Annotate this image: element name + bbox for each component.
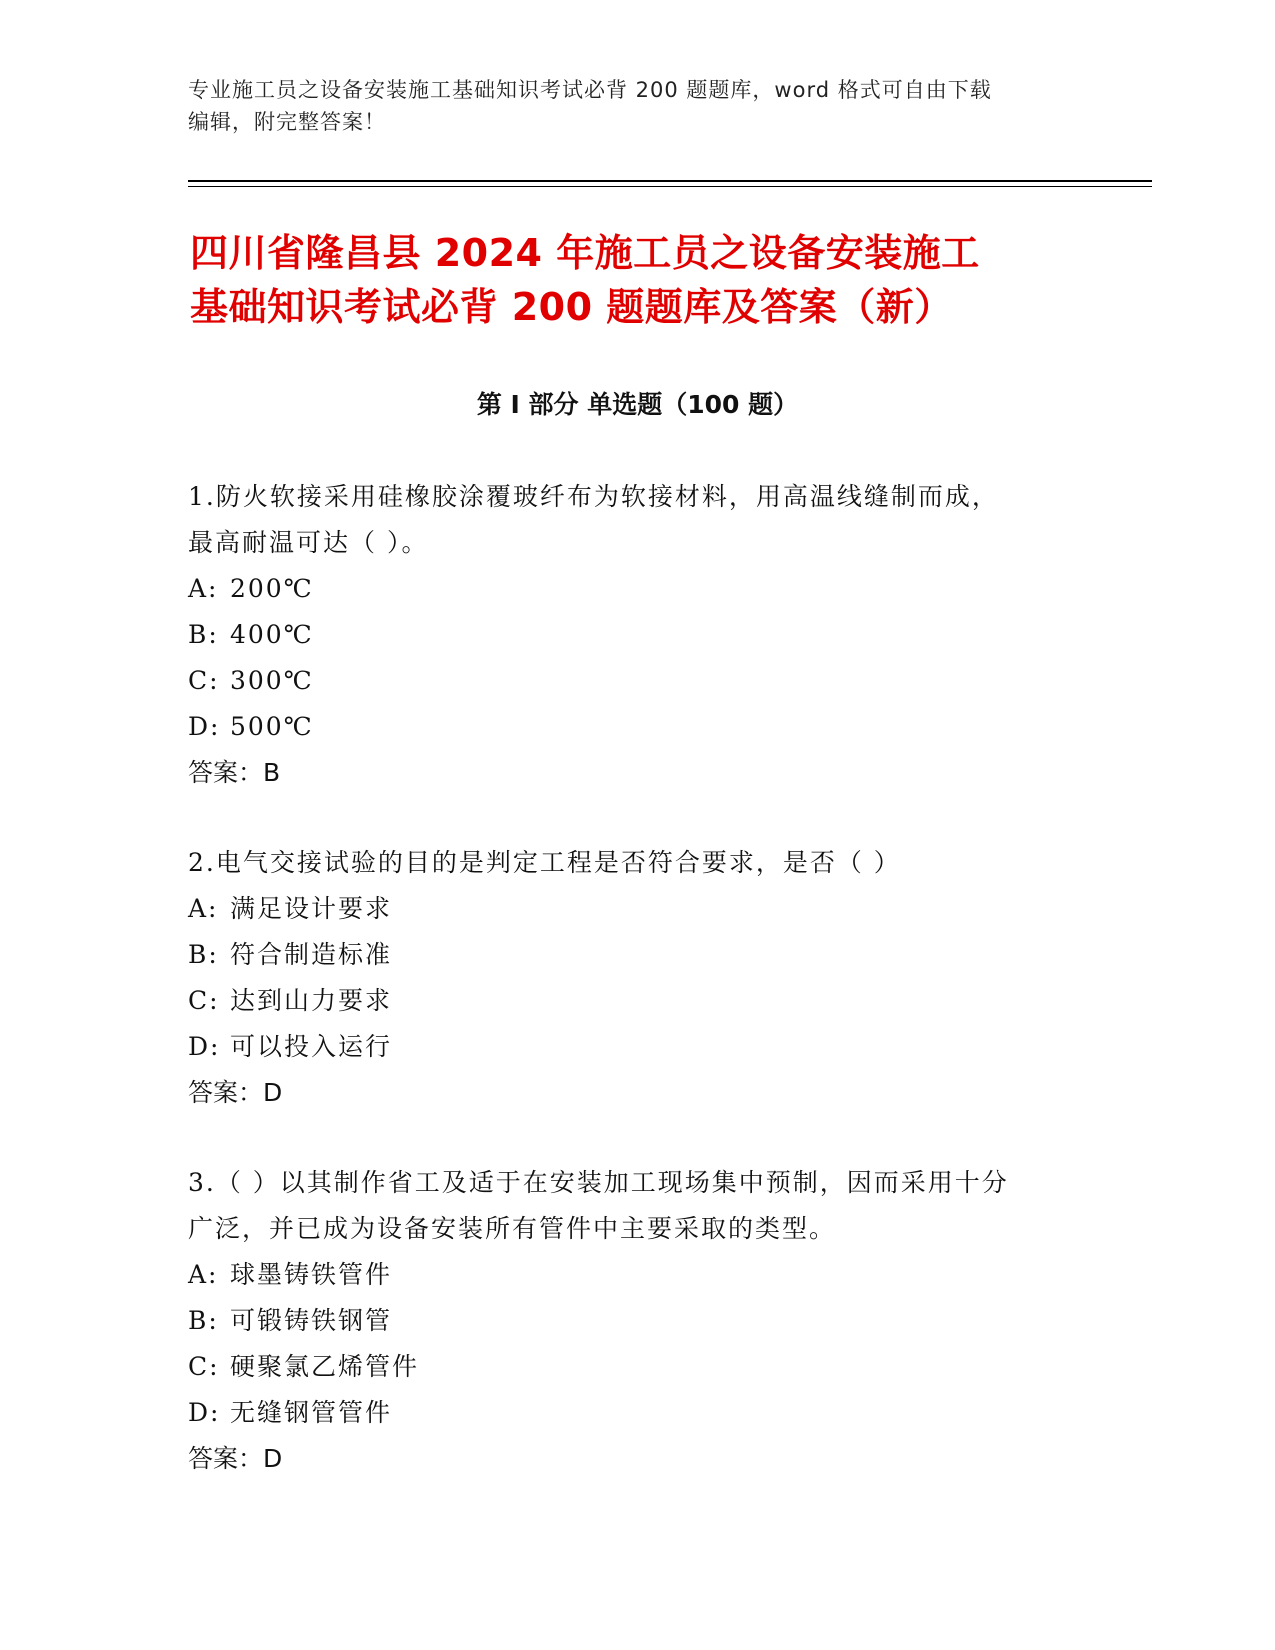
header-divider-thin [188, 186, 1152, 187]
question-answer: 答案：D [188, 1078, 283, 1107]
question-option-d [188, 1024, 1088, 1070]
question-answer: 答案：D [188, 1444, 283, 1473]
option-letter: D: [188, 1032, 221, 1061]
option-letter: D: [188, 1398, 221, 1427]
question-option-b [188, 612, 1088, 658]
option-letter: B: [188, 620, 219, 649]
document-title [190, 226, 1150, 334]
option-letter: A: [188, 574, 219, 603]
option-text: 500℃ [230, 712, 314, 741]
option-text: 达到山力要求 [230, 986, 393, 1015]
section-heading: 第 I 部分 单选题（100 题） [476, 390, 799, 419]
question-option-c [188, 978, 1088, 1024]
question-option-b [188, 1298, 1088, 1344]
question-spacer [188, 1116, 1088, 1160]
header-note-line-1: 专业施工员之设备安装施工基础知识考试必背 200 题题库，word 格式可自由下载 [188, 78, 992, 102]
question-option-a [188, 566, 1088, 612]
question-spacer [188, 796, 1088, 840]
option-text: 300℃ [230, 666, 314, 695]
question-option-a [188, 886, 1088, 932]
option-text: 满足设计要求 [230, 894, 393, 923]
option-letter: C: [188, 1352, 220, 1381]
question-stem-line: 最高耐温可达（ ）。 [188, 528, 429, 557]
document-title-line-2: 基础知识考试必背 200 题题库及答案（新） [190, 285, 953, 329]
question-answer: 答案：B [188, 758, 281, 787]
question-option-d [188, 704, 1088, 750]
header-divider-thick [188, 180, 1152, 182]
question-option-d [188, 1390, 1088, 1436]
option-letter: C: [188, 986, 220, 1015]
option-letter: C: [188, 666, 220, 695]
question-option-c [188, 1344, 1088, 1390]
option-letter: A: [188, 1260, 219, 1289]
question-stem-line: 广泛，并已成为设备安装所有管件中主要采取的类型。 [188, 1214, 837, 1243]
question-2 [188, 840, 1088, 1116]
header-note-line-2: 编辑，附完整答案！ [188, 110, 386, 134]
question-option-b [188, 932, 1088, 978]
option-text: 400℃ [230, 620, 314, 649]
question-stem-line: 2.电气交接试验的目的是判定工程是否符合要求，是否（ ） [188, 848, 901, 877]
option-text: 球墨铸铁管件 [230, 1260, 393, 1289]
question-option-c [188, 658, 1088, 704]
question-option-a [188, 1252, 1088, 1298]
document-title-line-1: 四川省隆昌县 2024 年施工员之设备安装施工 [190, 231, 980, 275]
option-text: 符合制造标准 [230, 940, 393, 969]
question-list [188, 474, 1088, 1482]
option-text: 200℃ [230, 574, 314, 603]
option-text: 无缝钢管管件 [230, 1398, 393, 1427]
question-stem-line: 3.（ ）以其制作省工及适于在安装加工现场集中预制，因而采用十分 [188, 1168, 1009, 1197]
option-letter: B: [188, 940, 219, 969]
option-text: 可锻铸铁钢管 [230, 1306, 393, 1335]
option-letter: D: [188, 712, 221, 741]
question-stem-line: 1.防火软接采用硅橡胶涂覆玻纤布为软接材料，用高温线缝制而成， [188, 482, 999, 511]
option-letter: B: [188, 1306, 219, 1335]
option-text: 硬聚氯乙烯管件 [230, 1352, 420, 1381]
question-1 [188, 474, 1088, 796]
question-3 [188, 1160, 1088, 1482]
option-text: 可以投入运行 [230, 1032, 393, 1061]
option-letter: A: [188, 894, 219, 923]
header-note [188, 74, 1088, 138]
